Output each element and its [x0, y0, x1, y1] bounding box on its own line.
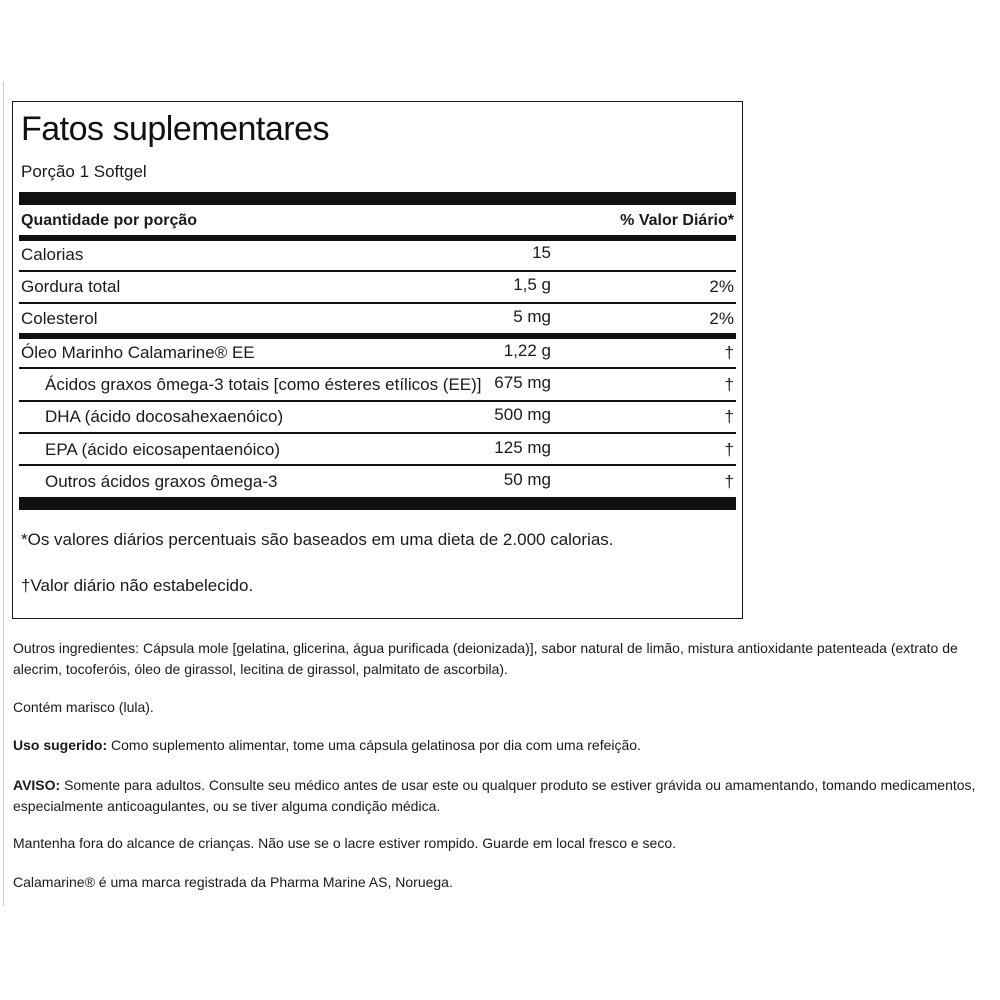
warning: [13, 775, 988, 817]
nutrient-name: Calorias: [21, 245, 84, 264]
daily-value-header: % Valor Diário*: [620, 212, 734, 229]
left-margin-rule: [3, 82, 4, 906]
trademark-note: Calamarine® é uma marca registrada da Pharma Marine AS, Noruega.: [13, 874, 453, 890]
nutrient-dv: †: [724, 343, 734, 362]
supplement-facts-panel: [12, 101, 743, 619]
facts-header-row: [21, 210, 734, 236]
section-divider: [19, 333, 736, 339]
nutrient-amount: 675 mg: [494, 373, 551, 392]
nutrient-amount: 5 mg: [513, 307, 551, 326]
nutrient-amount: 50 mg: [503, 470, 551, 489]
warning-label: AVISO:: [13, 777, 61, 793]
facts-row-cholesterol: [21, 306, 734, 332]
facts-row-omega3-total: [21, 372, 734, 398]
serving-size: Porção 1 Softgel: [21, 162, 147, 181]
nutrient-amount: 1,22 g: [503, 341, 551, 360]
thick-divider: [19, 497, 736, 510]
amount-per-serving-header: Quantidade por porção: [21, 212, 198, 229]
header-divider: [19, 235, 736, 241]
nutrient-name: Óleo Marinho Calamarine® EE: [21, 343, 255, 362]
nutrient-amount: 125 mg: [494, 438, 551, 457]
suggested-use-text: Como suplemento alimentar, tome uma cápsula gelatinosa por dia com uma refeição.: [107, 737, 641, 753]
row-divider: [19, 367, 736, 369]
daily-value-footnote: *Os valores diários percentuais são baseados em uma dieta de 2.000 calorias.: [21, 530, 614, 549]
storage-instructions: Mantenha fora do alcance de crianças. Não use se o lacre estiver rompido. Guarde em local fresco e seco.: [13, 835, 677, 851]
nutrient-amount: 15: [532, 243, 551, 262]
nutrient-dv: †: [724, 375, 734, 394]
nutrient-dv: †: [724, 407, 734, 426]
facts-row-other-omega3: [21, 469, 734, 495]
facts-row-marine-oil: [21, 340, 734, 366]
nutrient-name: Outros ácidos graxos ômega-3: [45, 472, 278, 491]
other-ingredients: Outros ingredientes: Cápsula mole [gelatina, glicerina, água purificada (deionizada)], sabor natural de limão, mistura antioxidante patenteada (extrato de alecrim, tocoferóis, óleo de girassol, lecitina de girassol, palmitato de ascorbila).: [13, 640, 958, 677]
nutrient-amount: 1,5 g: [513, 275, 551, 294]
suggested-use: [13, 735, 988, 756]
facts-row-dha: [21, 404, 734, 430]
warning-text: Somente para adultos. Consulte seu médico antes de usar este ou qualquer produto se estiver grávida ou amamentando, tomando medicamentos, especialmente anticoagulantes, ou se tiver alguma condição médica.: [13, 777, 976, 814]
row-divider: [19, 464, 736, 466]
facts-row-calories: [21, 242, 734, 268]
contains-allergen: Contém marisco (lula).: [13, 699, 154, 715]
nutrient-amount: 500 mg: [494, 405, 551, 424]
row-divider: [19, 400, 736, 402]
suggested-use-label: Uso sugerido:: [13, 737, 108, 753]
facts-title: Fatos suplementares: [21, 110, 329, 148]
nutrient-name: EPA (ácido eicosapentaenóico): [45, 440, 281, 459]
nutrient-name: Gordura total: [21, 277, 121, 296]
dagger-footnote: †Valor diário não estabelecido.: [21, 576, 254, 595]
row-divider: [19, 302, 736, 304]
row-divider: [19, 270, 736, 272]
nutrient-name: Ácidos graxos ômega-3 totais [como ésteres etílicos (EE)]: [45, 375, 482, 394]
nutrient-name: DHA (ácido docosahexaenóico): [45, 407, 284, 426]
nutrient-dv: 2%: [709, 277, 734, 296]
nutrient-dv: †: [724, 472, 734, 491]
nutrient-dv: †: [724, 440, 734, 459]
facts-row-epa: [21, 437, 734, 463]
row-divider: [19, 432, 736, 434]
nutrient-dv: 2%: [709, 309, 734, 328]
thick-divider: [19, 192, 736, 205]
facts-row-total-fat: [21, 274, 734, 300]
nutrient-name: Colesterol: [21, 309, 98, 328]
